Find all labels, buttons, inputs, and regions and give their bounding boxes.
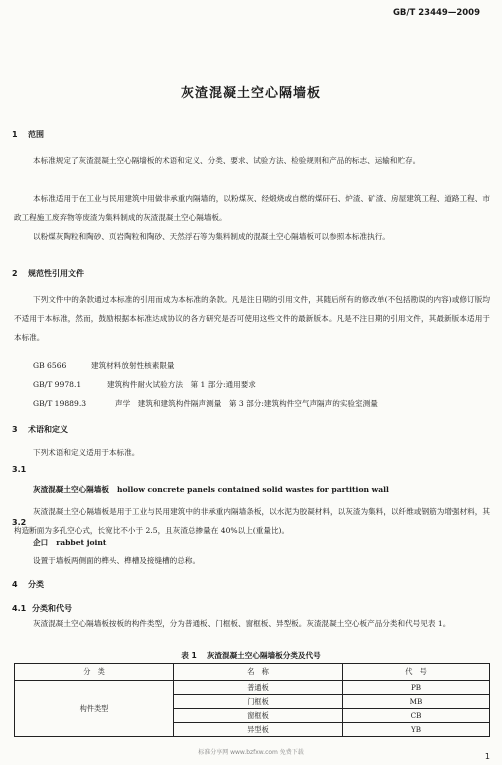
footer-watermark: 标准分享网 www.bzfxw.com 免费下载: [198, 749, 304, 756]
term-3-2-en: rabbet joint: [56, 538, 107, 547]
table-cell-name: 门框板: [174, 695, 343, 709]
table-row: [15, 681, 490, 695]
section-4-1-heading: [12, 603, 72, 614]
table-cell-code: YB: [343, 723, 490, 737]
document-title: 灰渣混凝土空心隔墙板: [180, 86, 321, 101]
term-3-1-zh: 灰渣混凝土空心隔墙板: [33, 485, 109, 494]
table-cell-code: CB: [343, 709, 490, 723]
reference-text: 声学 建筑和建筑构件隔声测量 第 3 部分:建筑构件空气声隔声的实验室测量: [115, 399, 378, 408]
section-2-heading: [12, 268, 84, 279]
term-3-2-heading: [33, 537, 106, 548]
section-4-number: 4: [12, 580, 18, 589]
term-3-2-zh: 企口: [33, 538, 49, 547]
section-4-heading: [12, 579, 44, 590]
table-cell-name: 窗框板: [174, 709, 343, 723]
section-2-para-1: 下列文件中的条款通过本标准的引用而成为本标准的条款。凡是注日期的引用文件，其随后所有的修改单(不包括勘误的内容)或修订版均不适用于本标准，然而，鼓励根据本标准达成协议的各方研究是否可使用这些文件的最新版本。凡是不注日期的引用文件，其最新版本适用于本标准。: [14, 295, 490, 342]
table-caption-text: 灰渣混凝土空心隔墙板分类及代号: [206, 651, 321, 660]
section-3-title: 术语和定义: [28, 425, 68, 434]
section-3-number: 3: [12, 425, 18, 434]
table-header-cell: 名 称: [174, 664, 343, 681]
section-2-title: 规范性引用文件: [28, 269, 84, 278]
section-4-1-number: 4.1: [12, 604, 27, 613]
term-3-1-number: 3.1: [12, 465, 27, 474]
term-3-1-en: hollow concrete panels contained solid wastes for partition wall: [116, 485, 389, 494]
reference-code: GB/T 9978.1: [33, 380, 82, 389]
table-cell-code: MB: [343, 695, 490, 709]
section-1-para-2: 本标准适用于在工业与民用建筑中用做非承重内隔墙的，以粉煤灰、经煅烧或自燃的煤矸石、炉渣、矿渣、房屋建筑工程、道路工程、市政工程施工废弃物等废渣为集料制成的灰渣混凝土空心隔墙板。: [14, 194, 490, 222]
section-3-heading: [12, 424, 68, 435]
table-header-row: [15, 664, 490, 681]
section-1-heading: [12, 129, 44, 140]
page-number: 1: [484, 752, 490, 761]
term-3-1-definition: 灰渣混凝土空心隔墙板是用于工业与民用建筑中的非承重内隔墙条板，以水泥为胶凝材料，以灰渣为集料，以纤维或钢筋为增强材料，其构造断面为多孔空心式，长宽比不小于 2.5，且灰渣总掺量在 40%以上(重量比)。: [14, 507, 490, 535]
reference-item: [33, 398, 378, 409]
table-caption-number: 表 1: [181, 651, 197, 660]
section-1-title: 范围: [28, 130, 44, 139]
term-3-2-number: 3.2: [12, 518, 27, 527]
reference-code: GB 6566: [33, 361, 67, 370]
table-group-cell: 构件类型: [15, 681, 174, 737]
section-4-title: 分类: [28, 580, 44, 589]
reference-code: GB/T 19889.3: [33, 399, 87, 408]
section-4-1-title: 分类和代号: [32, 604, 72, 613]
standard-number: GB/T 23449—2009: [392, 8, 480, 18]
table-cell-name: 普通板: [174, 681, 343, 695]
section-3-intro: 下列术语和定义适用于本标准。: [33, 448, 140, 457]
reference-item: [33, 379, 256, 390]
reference-item: [33, 360, 175, 371]
term-3-2-definition: 设置于墙板两侧面的榫头、榫槽及接缝槽的总称。: [33, 556, 201, 565]
section-2-number: 2: [12, 269, 18, 278]
reference-text: 建筑材料放射性核素限量: [91, 361, 175, 370]
section-1-para-1: 本标准规定了灰渣混凝土空心隔墙板的术语和定义、分类、要求、试验方法、检验规则和产品的标志、运输和贮存。: [33, 156, 421, 165]
reference-text: 建筑构件耐火试验方法 第 1 部分:通用要求: [107, 380, 256, 389]
table-header-cell: 分 类: [15, 664, 174, 681]
table-caption: [0, 650, 502, 661]
table-cell-name: 异型板: [174, 723, 343, 737]
section-1-para-3: 以粉煤灰陶粒和陶砂、页岩陶粒和陶砂、天然浮石等为集料制成的混凝土空心隔墙板可以参照本标准执行。: [33, 232, 390, 241]
term-3-1-heading: [33, 484, 389, 495]
section-1-number: 1: [12, 130, 18, 139]
table-cell-code: PB: [343, 681, 490, 695]
section-4-1-para: 灰渣混凝土空心隔墙板按板的构件类型，分为普通板、门框板、窗框板、异型板。灰渣混凝土空心板产品分类和代号见表 1。: [33, 619, 451, 628]
classification-table: [14, 663, 490, 737]
table-header-cell: 代 号: [343, 664, 490, 681]
